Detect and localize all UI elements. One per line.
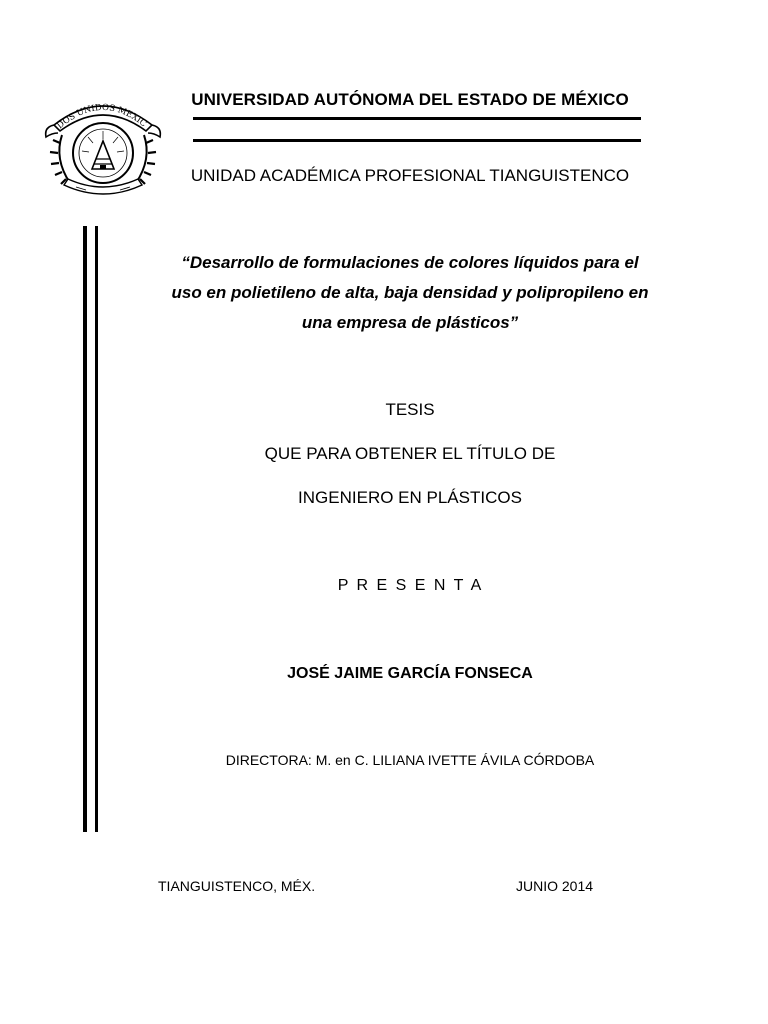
header-rule-bottom — [193, 139, 641, 142]
left-vertical-rule-thin — [95, 226, 98, 832]
presenta-label: P R E S E N T A — [337, 577, 483, 594]
degree-statement: QUE PARA OBTENER EL TÍTULO DE — [264, 444, 556, 463]
date: JUNIO 2014 — [516, 878, 594, 894]
thesis-title-line: uso en polietileno de alta, baja densidad y polipropileno en — [171, 283, 649, 302]
university-seal-icon — [40, 95, 166, 199]
thesis-director: DIRECTORA: M. en C. LILIANA IVETTE ÁVILA CÓRDOBA — [225, 752, 595, 768]
document-type: TESIS — [385, 400, 435, 419]
author-name: JOSÉ JAIME GARCÍA FONSECA — [287, 665, 533, 682]
thesis-title-line: “Desarrollo de formulaciones de colores líquidos para el — [181, 253, 639, 272]
svg-text:ESTADOS UNIDOS MEXICANOS: DOS UNIDOS MEXIC — [55, 102, 149, 132]
left-vertical-rule-thick — [83, 226, 87, 832]
academic-unit-name: UNIDAD ACADÉMICA PROFESIONAL TIANGUISTENCO — [190, 166, 630, 185]
place: TIANGUISTENCO, MÉX. — [158, 878, 316, 894]
degree-title: INGENIERO EN PLÁSTICOS — [298, 488, 522, 507]
thesis-title — [110, 248, 710, 338]
university-name: UNIVERSIDAD AUTÓNOMA DEL ESTADO DE MÉXICO — [191, 90, 629, 109]
header-rule-top — [193, 117, 641, 120]
thesis-title-line: una empresa de plásticos” — [301, 313, 519, 332]
